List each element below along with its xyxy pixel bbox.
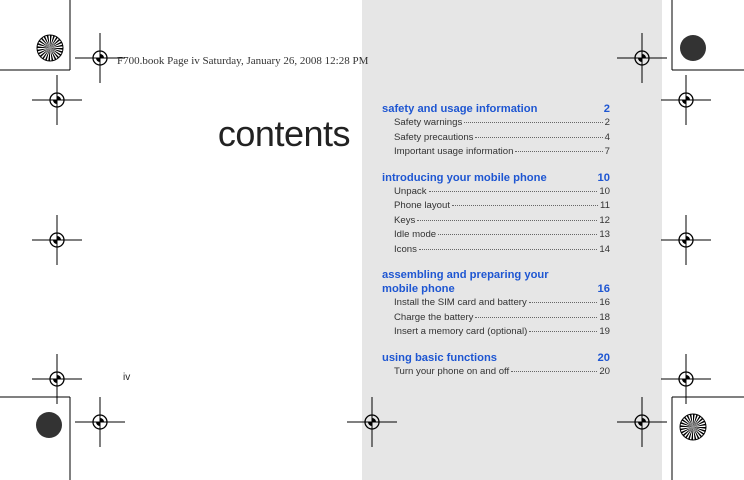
toc-entry-label: Turn your phone on and off: [394, 365, 510, 377]
page-title: contents: [217, 113, 350, 154]
toc-entry-label: Phone layout: [394, 200, 451, 211]
toc-entry-label: Charge the battery: [394, 311, 474, 323]
registration-mark: [32, 75, 82, 125]
toc-entry-page: 14: [599, 243, 610, 255]
registration-mark: [617, 33, 667, 83]
starburst-target-mark: [37, 35, 63, 61]
dot-leader: [475, 137, 602, 138]
print-header: F700.book Page iv Saturday, January 26, 2008 12:28 PM: [117, 55, 369, 67]
toc-entry-page: 4: [604, 131, 610, 143]
dot-leader: [475, 317, 597, 318]
dot-leader: [452, 205, 598, 206]
toc-section-heading[interactable]: [382, 171, 610, 185]
toc-section: [382, 351, 610, 380]
toc-entry[interactable]: [394, 228, 610, 243]
toc-entry[interactable]: [394, 185, 610, 200]
toc-section-heading[interactable]: [382, 102, 610, 116]
toc-entry-page: 10: [599, 185, 610, 197]
dot-leader: [511, 371, 597, 372]
toc-entry-label: Icons: [394, 243, 417, 255]
toc-section-title: using basic functions: [382, 351, 497, 364]
toc-section-title: assembling and preparing your mobile phone: [382, 269, 549, 295]
toc-entry[interactable]: [394, 325, 610, 340]
toc-section-heading[interactable]: [382, 351, 610, 365]
dot-leader: [438, 234, 597, 235]
toc-entry[interactable]: [394, 116, 610, 131]
registration-mark: [75, 397, 125, 447]
toc-section-page: 10: [597, 171, 610, 184]
toc-entry-page: 7: [604, 146, 610, 157]
toc-section-heading[interactable]: [382, 268, 610, 296]
dot-leader: [429, 191, 598, 192]
toc-section: [382, 171, 610, 258]
dot-leader: [417, 220, 597, 221]
toc-entry-page: 2: [604, 117, 610, 128]
toc-entry[interactable]: [394, 131, 610, 146]
toc-entry[interactable]: [394, 296, 610, 311]
registration-mark: [617, 397, 667, 447]
toc-entry-label: Idle mode: [394, 229, 437, 240]
toc-entry-label: Insert a memory card (optional): [394, 326, 528, 337]
toc-entry-page: 16: [599, 297, 610, 308]
dot-leader: [529, 302, 598, 303]
dot-leader: [419, 249, 597, 250]
toc-entry[interactable]: [394, 145, 610, 160]
toc-entry-label: Keys: [394, 214, 416, 226]
toc-section-page: 2: [603, 103, 610, 115]
toc-entry-page: 11: [600, 200, 610, 211]
registration-mark: [661, 75, 711, 125]
toc-entry-page: 18: [599, 311, 610, 323]
toc-entry[interactable]: [394, 199, 610, 214]
toc-entry-label: Install the SIM card and battery: [394, 297, 527, 308]
solid-target-mark: [680, 35, 706, 61]
toc-section-title: introducing your mobile phone: [382, 171, 547, 184]
toc-entry[interactable]: [394, 311, 610, 326]
dot-leader: [529, 331, 597, 332]
page-number: iv: [123, 372, 131, 383]
registration-mark: [661, 215, 711, 265]
toc-entry-label: Important usage information: [394, 146, 514, 157]
toc-section-page: 20: [597, 351, 610, 364]
toc-entry[interactable]: [394, 214, 610, 229]
starburst-target-mark: [680, 414, 706, 440]
toc-entry-label: Safety precautions: [394, 131, 474, 143]
toc-entry-label: Unpack: [394, 185, 427, 197]
table-of-contents: [382, 102, 610, 390]
toc-section: [382, 102, 610, 160]
toc-section-page: 16: [597, 283, 610, 295]
dot-leader: [515, 151, 602, 152]
toc-entry-label: Safety warnings: [394, 117, 463, 128]
toc-entry-page: 20: [599, 365, 610, 377]
solid-target-mark: [36, 412, 62, 438]
toc-entry[interactable]: [394, 365, 610, 380]
dot-leader: [464, 122, 602, 123]
toc-entry-page: 12: [599, 214, 610, 226]
registration-mark: [32, 215, 82, 265]
toc-section-title: safety and usage information: [382, 103, 538, 115]
toc-entry[interactable]: [394, 243, 610, 258]
registration-mark: [347, 397, 397, 447]
toc-entry-page: 13: [599, 229, 610, 240]
toc-section: [382, 268, 610, 340]
toc-entry-page: 19: [599, 326, 610, 337]
